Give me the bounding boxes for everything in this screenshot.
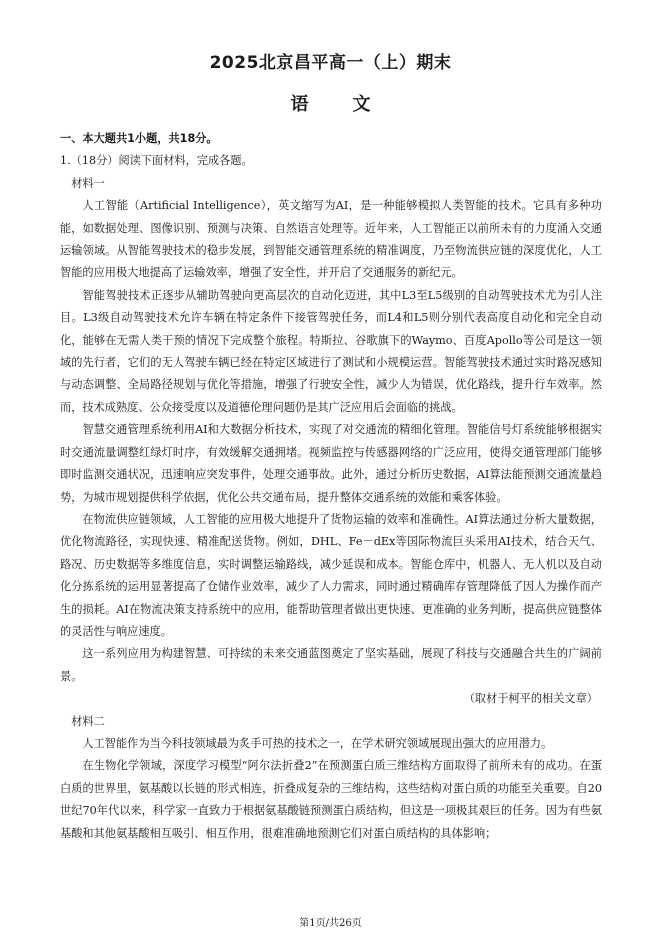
page-title: 2025北京昌平高一（上）期末	[209, 53, 452, 73]
subject-title: 语文	[290, 94, 415, 115]
material-one-source: （取材于柯平的相关文章）	[463, 692, 598, 706]
material-two-paragraph: 在生物化学领域，深度学习模型“阿尔法折叠2”在预测蛋白质三维结构方面取得了前所未有的成功。在蛋白质的世界里，氨基酸以长链的形式相连，折叠成复杂的三维结构，这些结构对蛋白质的功能至关重要。自20世纪70年代以来，科学家一直致力于根据氨基酸链预测蛋白质结构，但这是一项极其艰巨的任务。因为有些氨基酸和其他氨基酸相互吸引、相互作用，很难准确地预测它们对蛋白质结构的具体影响；	[60, 759, 602, 840]
material-one-label: 材料一	[71, 176, 105, 190]
material-one-paragraph: 人工智能（Artificial Intelligence），英文缩写为AI，是一种能够模拟人类智能的技术。它具有多种功能，如数据处理、图像识别、预测与决策、自然语言处理等。近年来，人工智能正以前所未有的力度涌入交通运输领域。从智能驾驶技术的稳步发展，到智能交通管理系统的精准调度，乃至物流供应链的深度优化，人工智能的应用极大地提高了运输效率，增强了安全性，并开启了交通服务的新纪元。	[60, 199, 602, 280]
material-one-paragraph: 在物流供应链领域，人工智能的应用极大地提升了货物运输的效率和准确性。AI算法通过分析大量数据，优化物流路径，实现快速、精准配送货物。例如，DHL、Fe－dEx等国际物流巨头采用AI技术，结合天气、路况、历史数据等多维度信息，实时调整运输路线，减少延误和成本。智能仓库中，机器人、无人机以及自动化分拣系统的运用显著提高了仓储作业效率，减少了人力需求，同时通过精确库存管理降低了因人为操作而产生的损耗。AI在物流决策支持系统中的应用，能帮助管理者做出更快速、更准确的业务判断，提高供应链整体的灵活性与响应速度。	[60, 512, 602, 638]
material-two-paragraph: 人工智能作为当今科技领域最为炙手可热的技术之一，在学术研究领域展现出强大的应用潜力。	[82, 736, 553, 750]
document-body	[60, 128, 602, 845]
section-heading: 一、本大题共1小题，共18分。	[60, 132, 218, 145]
page-number: 第1页/共26页	[299, 918, 362, 929]
question-stem: 1.（18分）阅读下面材料，完成各题。	[60, 154, 253, 168]
material-one-paragraph: 智慧交通管理系统利用AI和大数据分析技术，实现了对交通流的精细化管理。智能信号灯系统能够根据实时交通流量调整红绿灯时序，有效缓解交通拥堵。视频监控与传感器网络的广泛应用，使得交通管理部门能够即时监测交通状况，迅速响应突发事件，处理交通事故。此外，通过分析历史数据，AI算法能预测交通流量趋势，为城市规划提供科学依据，优化公共交通布局，提升整体交通系统的效能和乘客体验。	[60, 423, 602, 504]
material-one-paragraph: 智能驾驶技术正逐步从辅助驾驶向更高层次的自动化迈进，其中L3至L5级别的自动驾驶技术尤为引人注目。L3级自动驾驶技术允许车辆在特定条件下接管驾驶任务，而L4和L5则分别代表高度自动化和完全自动化，能够在无需人类干预的情况下完成整个旅程。特斯拉、谷歌旗下的Waymo、百度Apollo等公司是这一领域的先行者，它们的无人驾驶车辆已经在特定区域进行了测试和小规模运营。智能驾驶技术通过实时路况感知与动态调整、全局路径规划与优化等措施，增强了行驶安全性，减少人为错误，优化路线，提升行车效率。然而，技术成熟度、公众接受度以及道德伦理问题仍是其广泛应用后会面临的挑战。	[60, 288, 602, 414]
material-one-paragraph: 这一系列应用为构建智慧、可持续的未来交通蓝图奠定了坚实基础，展现了科技与交通融合共生的广阔前景。	[60, 647, 602, 683]
material-two-label: 材料二	[71, 714, 105, 728]
